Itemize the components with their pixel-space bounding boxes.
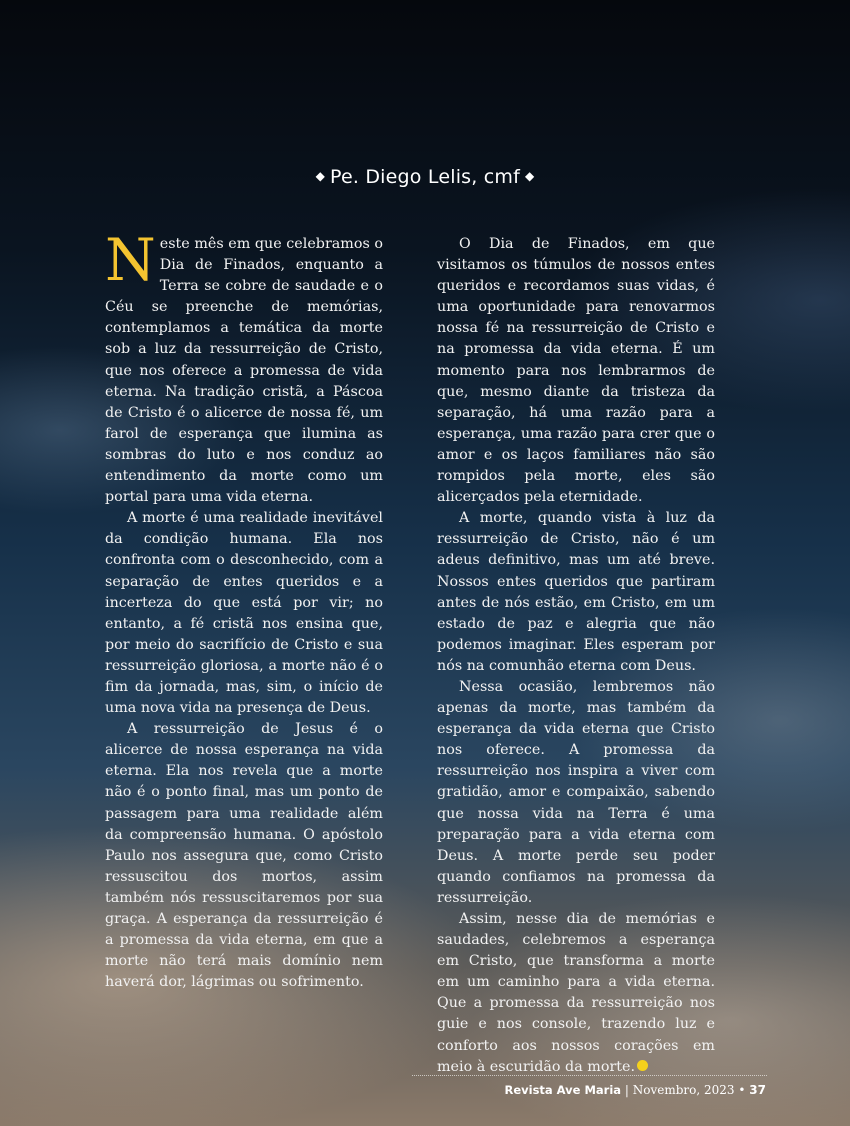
paragraph: A morte é uma realidade inevitável da condição humana. Ela nos confronta com o desconhecido, com a separação de entes queridos e a incerteza do que está por vir; no entanto, a fé cristã nos ensina que, por meio do sacrifício de Cristo e sua ressurreição gloriosa, a morte não é o fim da jornada, mas, sim, o início de uma nova vida na presença de Deus. — [105, 510, 383, 717]
paragraph — [105, 226, 383, 508]
issue-date: Novembro, 2023 — [632, 1083, 735, 1097]
magazine-name: Revista Ave Maria — [504, 1083, 622, 1097]
article-column-left — [105, 226, 383, 993]
footer-separator: | — [624, 1083, 629, 1097]
page-footer — [504, 1083, 766, 1097]
paragraph: O Dia de Finados, em que visitamos os túmulos de nossos entes queridos e recordamos suas vidas, é uma oportunidade para renovarmos nossa fé na ressurreição de Cristo e na promessa da vida eterna. É um momento para nos lembrarmos de que, mesmo diante da tristeza da separação, há uma razão para a esperança, uma razão para crer que o amor e os laços familiares não são rompidos pela morte, eles são alicerçados pela eternidade. — [437, 236, 715, 506]
author-byline — [0, 166, 850, 188]
paragraph: A ressurreição de Jesus é o alicerce de nossa esperança na vida eterna. Ela nos revela que a morte não é o ponto final, mas um ponto de passagem para uma realidade além da compreensão humana. O apóstolo Paulo nos assegura que, como Cristo ressuscitou dos mortos, assim também nós ressuscitaremos por sua graça. A esperança da ressurreição é a promessa da vida eterna, em que a morte não terá mais domínio nem haverá dor, lágrimas ou sofrimento. — [105, 721, 383, 991]
paragraph-text: Assim, nesse dia de memórias e saudades, celebremos a esperança em Cristo, que transforma a morte em um caminho para a vida eterna. Que a promessa da ressurreição nos guie e nos console, trazendo luz e conforto aos nossos corações em meio à escuridão da morte. — [437, 911, 715, 1075]
page-number: 37 — [749, 1083, 766, 1097]
article-column-right — [437, 234, 715, 1078]
diamond-icon: ◆ — [315, 169, 325, 183]
paragraph — [437, 909, 715, 1078]
author-name: Pe. Diego Lelis, cmf — [330, 166, 520, 188]
footer-bullet: • — [738, 1083, 746, 1097]
diamond-icon: ◆ — [525, 169, 535, 183]
footer-divider — [412, 1075, 767, 1076]
drop-cap: N — [105, 226, 156, 294]
paragraph: A morte, quando vista à luz da ressurreição de Cristo, não é um adeus definitivo, mas um até breve. Nossos entes queridos que partiram antes de nós estão, em Cristo, em um estado de paz e alegria que não podemos imaginar. Eles esperam por nós na comunhão eterna com Deus. — [437, 510, 715, 674]
end-of-article-icon — [637, 1060, 648, 1071]
paragraph-text: este mês em que celebramos o Dia de Finados, enquanto a Terra se cobre de saudade e o Céu se preenche de memórias, contemplamos a temática da morte sob a luz da ressurreição de Cristo, que nos oferece a promessa de vida eterna. Na tradição cristã, a Páscoa de Cristo é o alicerce de nossa fé, um farol de esperança que ilumina as sombras do luto e nos conduz ao entendimento da morte como um portal para uma vida eterna. — [105, 236, 383, 506]
paragraph: Nessa ocasião, lembremos não apenas da morte, mas também da esperança da vida eterna que Cristo nos oferece. A promessa da ressurreição nos inspira a viver com gratidão, amor e compaixão, sabendo que nossa vida na Terra é uma preparação para a vida eterna com Deus. A morte perde seu poder quando confiamos na promessa da ressurreição. — [437, 678, 715, 906]
